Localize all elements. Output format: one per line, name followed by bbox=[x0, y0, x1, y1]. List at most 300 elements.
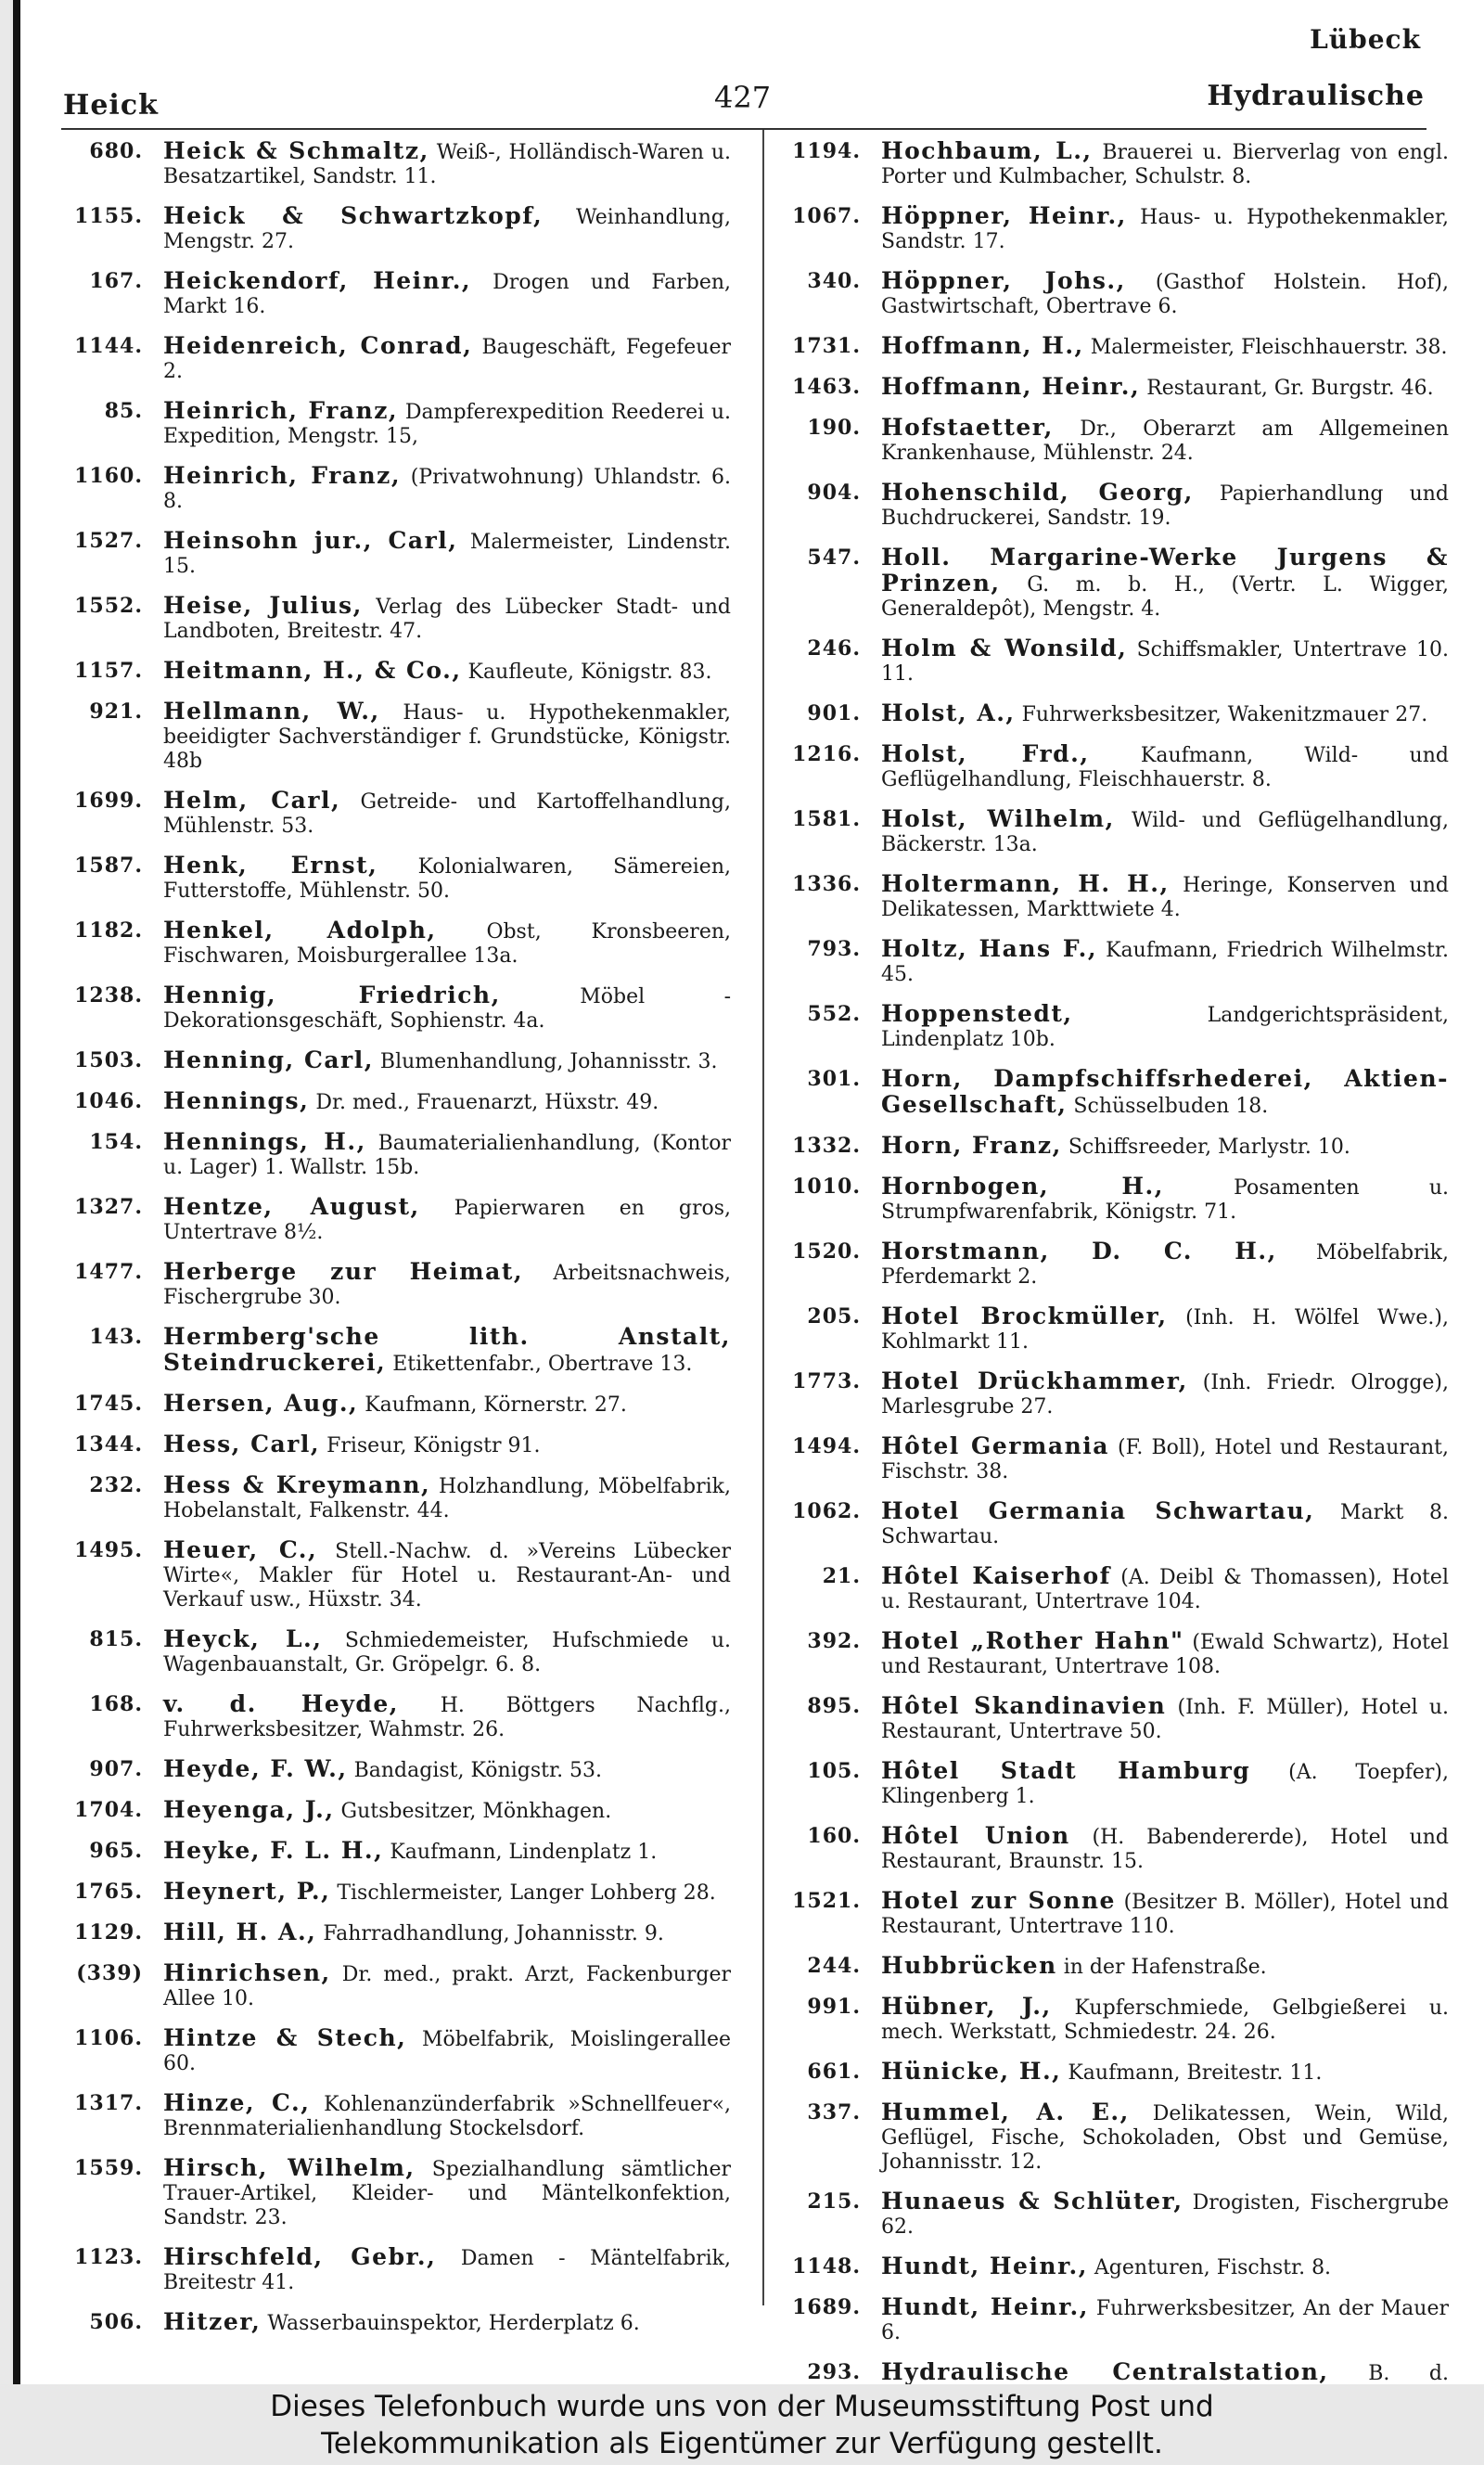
entry-name: Hess, Carl, bbox=[163, 1431, 321, 1457]
entry-description: H. Böttgers Nachflg., Fuhrwerksbesitzer, Wahmstr. 26. bbox=[163, 1694, 731, 1741]
directory-entry bbox=[54, 529, 731, 579]
entry-text bbox=[163, 334, 731, 384]
directory-entry bbox=[772, 1239, 1449, 1290]
entry-text bbox=[881, 1499, 1449, 1549]
entry-description: G. m. b. H., (Vertr. L. Wigger, Generaldepôt), Mengstr. 4. bbox=[881, 573, 1449, 621]
entry-description: (A. Deibl & Thomassen), Hotel u. Restaurant, Untertrave 104. bbox=[881, 1566, 1449, 1613]
entry-name: Hohenschild, Georg, bbox=[881, 479, 1194, 506]
entry-text bbox=[163, 1538, 731, 1612]
directory-entry bbox=[54, 399, 731, 449]
entry-description: Verlag des Lübecker Stadt- und Landboten, Breitestr. 47. bbox=[163, 596, 731, 643]
entry-description: Spezialhandlung sämtlicher Trauer-Artikel, Kleider- und Mäntelkonfektion, Sandstr. 23. bbox=[163, 2158, 731, 2229]
directory-entry bbox=[772, 1304, 1449, 1354]
footer-line-1: Dieses Telefonbuch wurde uns von der Museumsstiftung Post und bbox=[270, 2390, 1214, 2423]
phone-number: 1144. bbox=[74, 334, 143, 358]
entry-text bbox=[881, 546, 1449, 622]
phone-number: 1336. bbox=[792, 872, 861, 896]
entry-text bbox=[881, 1629, 1449, 1679]
phone-number: 1559. bbox=[74, 2156, 143, 2180]
directory-entry bbox=[54, 1692, 731, 1742]
entry-text bbox=[881, 1694, 1449, 1744]
phone-number: 991. bbox=[807, 1995, 861, 2019]
entry-text bbox=[881, 1175, 1449, 1225]
entry-name: Hill, H. A., bbox=[163, 1919, 317, 1945]
entry-name: Hubbrücken bbox=[881, 1952, 1057, 1979]
directory-entry bbox=[772, 1369, 1449, 1419]
directory-entry bbox=[772, 1134, 1449, 1160]
directory-entry bbox=[772, 2100, 1449, 2175]
entry-name: Hundt, Heinr., bbox=[881, 2293, 1089, 2320]
entry-description: Drogen und Farben, Markt 16. bbox=[163, 271, 732, 318]
entry-description: Posamenten u. Strumpfwarenfabrik, Königstr. 71. bbox=[881, 1176, 1450, 1224]
entry-description: Holzhandlung, Möbelfabrik, Hobelanstalt, Falkenstr. 44. bbox=[163, 1475, 731, 1522]
entry-name: Hübner, J., bbox=[881, 1993, 1052, 2020]
entry-text bbox=[881, 1954, 1449, 1980]
entry-name: Hôtel Germania bbox=[881, 1432, 1109, 1459]
book-spine bbox=[13, 0, 20, 2384]
directory-entry bbox=[772, 872, 1449, 922]
phone-number: 1332. bbox=[792, 1134, 861, 1158]
directory-entry bbox=[772, 1067, 1449, 1119]
entry-description: Haus- u. Hypothekenmakler, beeidigter Sachverständiger f. Grundstücke, Königstr. 48b bbox=[163, 701, 732, 773]
directory-entry bbox=[54, 1627, 731, 1677]
entry-description: (Inh. F. Müller), Hotel u. Restaurant, Untertrave 50. bbox=[881, 1696, 1449, 1743]
directory-entry bbox=[772, 334, 1449, 360]
entry-text bbox=[163, 1130, 731, 1180]
entry-description: Schüsselbuden 18. bbox=[1073, 1095, 1269, 1118]
entry-text bbox=[881, 742, 1449, 792]
entry-name: Hinze, C., bbox=[163, 2089, 311, 2116]
phone-number: 1503. bbox=[74, 1048, 143, 1072]
entry-description: Baugeschäft, Fegefeuer 2. bbox=[163, 336, 731, 383]
directory-entry bbox=[772, 742, 1449, 792]
entry-name: Hornbogen, H., bbox=[881, 1173, 1164, 1200]
entry-description: Kaufleute, Königstr. 83. bbox=[467, 661, 712, 684]
entry-name: Hennig, Friedrich, bbox=[163, 982, 501, 1008]
phone-number: 1587. bbox=[74, 854, 143, 878]
phone-number: 301. bbox=[807, 1067, 861, 1091]
entry-description: Blumenhandlung, Johannisstr. 3. bbox=[379, 1050, 718, 1073]
phone-number: 154. bbox=[89, 1130, 143, 1154]
entry-text bbox=[163, 529, 731, 579]
directory-entry bbox=[772, 269, 1449, 319]
directory-entry bbox=[54, 1048, 731, 1074]
entry-description: Papierwaren en gros, Untertrave 8½. bbox=[163, 1197, 731, 1244]
directory-entry bbox=[772, 2295, 1449, 2345]
entry-text bbox=[163, 1757, 731, 1783]
entry-description: Tischlermeister, Langer Lohberg 28. bbox=[337, 1881, 716, 1905]
entry-text bbox=[163, 1432, 731, 1458]
entry-description: Damen - Mäntelfabrik, Breitestr 41. bbox=[163, 2247, 732, 2294]
entry-description: Kolonialwaren, Sämereien, Futterstoffe, Mühlenstr. 50. bbox=[163, 855, 731, 903]
directory-entry bbox=[54, 1798, 731, 1824]
directory-entry bbox=[54, 1325, 731, 1377]
entry-text bbox=[881, 416, 1449, 466]
footer-line-2: Telekommunikation als Eigentümer zur Verfügung gestellt. bbox=[321, 2427, 1163, 2460]
entry-text bbox=[881, 2295, 1449, 2345]
phone-number: 815. bbox=[89, 1627, 143, 1651]
footer-notice bbox=[0, 2384, 1484, 2465]
entry-description: Gutsbesitzer, Mönkhagen. bbox=[340, 1800, 612, 1823]
directory-entry bbox=[54, 269, 731, 319]
entry-description: Restaurant, Gr. Burgstr. 46. bbox=[1146, 377, 1434, 400]
entry-description: Bandagist, Königstr. 53. bbox=[353, 1759, 603, 1782]
entry-name: Hochbaum, L., bbox=[881, 137, 1093, 164]
phone-number: 337. bbox=[807, 2100, 861, 2125]
phone-number: 1765. bbox=[74, 1880, 143, 1904]
entry-description: Schiffsmakler, Untertrave 10. 11. bbox=[881, 638, 1449, 686]
entry-name: Horn, Dampfschiffsrhederei, Aktien-Gesellschaft, bbox=[881, 1065, 1449, 1118]
entry-name: Heyde, F. W., bbox=[163, 1755, 348, 1782]
phone-number: 895. bbox=[807, 1694, 861, 1718]
directory-entry bbox=[54, 1920, 731, 1946]
directory-entry bbox=[54, 594, 731, 644]
entry-text bbox=[163, 1839, 731, 1865]
entry-name: Hunaeus & Schlüter, bbox=[881, 2188, 1183, 2215]
phone-number: 904. bbox=[807, 481, 861, 505]
entry-text bbox=[163, 1880, 731, 1906]
entry-name: Hoffmann, Heinr., bbox=[881, 373, 1141, 400]
directory-entry bbox=[54, 789, 731, 839]
directory-entry bbox=[772, 2254, 1449, 2280]
entry-description: Kupferschmiede, Gelbgießerei u. mech. Werkstatt, Schmiedestr. 24. 26. bbox=[881, 1996, 1450, 2044]
directory-entry bbox=[54, 1880, 731, 1906]
phone-number: 215. bbox=[807, 2189, 861, 2214]
header-right-keyword: Hydraulische bbox=[1207, 80, 1425, 112]
phone-number: 143. bbox=[89, 1325, 143, 1349]
directory-entry bbox=[54, 2245, 731, 2295]
entry-name: Heick & Schwartzkopf, bbox=[163, 202, 544, 229]
entry-description: Landgerichtspräsident, Lindenplatz 10b. bbox=[881, 1004, 1449, 1051]
entry-description: (Inh. Friedr. Olrogge), Marlesgrube 27. bbox=[881, 1371, 1450, 1419]
phone-number: 1062. bbox=[792, 1499, 861, 1523]
entry-name: Hydraulische Centralstation, bbox=[881, 2358, 1329, 2384]
entry-name: Höppner, Heinr., bbox=[881, 202, 1127, 229]
phone-number: 907. bbox=[89, 1757, 143, 1781]
phone-number: 232. bbox=[89, 1473, 143, 1497]
entry-description: Weinhandlung, Mengstr. 27. bbox=[163, 206, 731, 253]
directory-entry bbox=[54, 1260, 731, 1310]
directory-entry bbox=[54, 2156, 731, 2230]
entry-name: Heyke, F. L. H., bbox=[163, 1837, 384, 1864]
directory-entry bbox=[54, 1089, 731, 1115]
entry-description: Kaufmann, Lindenplatz 1. bbox=[390, 1841, 658, 1864]
entry-name: Heise, Julius, bbox=[163, 592, 363, 619]
directory-entry bbox=[772, 1824, 1449, 1874]
entry-description: Heringe, Konserven und Delikatessen, Markttwiete 4. bbox=[881, 874, 1449, 921]
directory-entry bbox=[772, 1759, 1449, 1809]
entry-description: (A. Toepfer), Klingenberg 1. bbox=[881, 1761, 1449, 1808]
phone-number: 167. bbox=[89, 269, 143, 293]
entry-name: v. d. Heyde, bbox=[163, 1690, 399, 1717]
phone-number: 293. bbox=[807, 2360, 861, 2384]
entry-name: Hummel, A. E., bbox=[881, 2099, 1130, 2125]
phone-number: 85. bbox=[104, 399, 143, 423]
directory-entry bbox=[54, 854, 731, 904]
phone-number: 1494. bbox=[792, 1434, 861, 1458]
directory-entry bbox=[54, 334, 731, 384]
entry-description: Dr., Oberarzt am Allgemeinen Krankenhause, Mühlenstr. 24. bbox=[881, 417, 1449, 465]
entry-text bbox=[163, 1473, 731, 1523]
entry-text bbox=[881, 1239, 1449, 1290]
entry-text bbox=[163, 1048, 731, 1074]
entry-name: Holst, Wilhelm, bbox=[881, 805, 1115, 832]
entry-text bbox=[163, 1961, 731, 2011]
entry-description: Kaufmann, Breitestr. 11. bbox=[1068, 2061, 1323, 2085]
entry-description: (Ewald Schwartz), Hotel und Restaurant, Untertrave 108. bbox=[881, 1631, 1450, 1678]
entry-text bbox=[881, 1995, 1449, 2045]
entry-name: Hermberg'sche lith. Anstalt, Steindruckerei, bbox=[163, 1323, 731, 1376]
directory-entry bbox=[772, 636, 1449, 687]
entry-text bbox=[163, 983, 731, 1034]
entry-text bbox=[163, 1325, 731, 1377]
phone-number: 1477. bbox=[74, 1260, 143, 1284]
entry-text bbox=[881, 481, 1449, 531]
entry-name: Hintze & Stech, bbox=[163, 2024, 407, 2051]
entry-description: (Privatwohnung) Uhlandstr. 6. 8. bbox=[163, 466, 731, 513]
phone-number: 1157. bbox=[74, 659, 143, 683]
directory-entry bbox=[772, 1694, 1449, 1744]
entry-text bbox=[163, 1089, 731, 1115]
entry-name: Henk, Ernst, bbox=[163, 852, 378, 879]
entry-description: Papierhandlung und Buchdruckerei, Sandstr. 19. bbox=[881, 482, 1449, 530]
entry-text bbox=[881, 1759, 1449, 1809]
phone-number: 1010. bbox=[792, 1175, 861, 1199]
phone-number: 901. bbox=[807, 701, 861, 725]
entry-text bbox=[163, 789, 731, 839]
phone-number: 1527. bbox=[74, 529, 143, 553]
entry-text bbox=[881, 204, 1449, 254]
phone-number: 1194. bbox=[792, 139, 861, 163]
directory-entry bbox=[54, 918, 731, 969]
phone-number: 1581. bbox=[792, 807, 861, 831]
entry-description: Schiffsreeder, Marlystr. 10. bbox=[1068, 1136, 1350, 1159]
directory-entry bbox=[54, 204, 731, 254]
entry-description: Dampferexpedition Reederei u. Expedition, Mengstr. 15, bbox=[163, 401, 731, 448]
entry-text bbox=[881, 1369, 1449, 1419]
entry-description: Möbelfabrik, Moislingerallee 60. bbox=[163, 2028, 731, 2075]
phone-number: 506. bbox=[89, 2310, 143, 2334]
phone-number: 1160. bbox=[74, 464, 143, 488]
entry-name: Hünicke, H., bbox=[881, 2058, 1062, 2085]
entry-description: Wild- und Geflügelhandlung, Bäckerstr. 13a. bbox=[881, 809, 1449, 856]
phone-number: 190. bbox=[807, 416, 861, 440]
directory-entry bbox=[54, 464, 731, 514]
entry-text bbox=[163, 464, 731, 514]
phone-number: 1344. bbox=[74, 1432, 143, 1457]
entry-description: Friseur, Königstr 91. bbox=[326, 1434, 541, 1457]
entry-name: Heuer, C., bbox=[163, 1536, 318, 1563]
entry-name: Hundt, Heinr., bbox=[881, 2253, 1088, 2279]
entry-text bbox=[881, 1304, 1449, 1354]
entry-name: Holm & Wonsild, bbox=[881, 635, 1128, 661]
phone-number: 680. bbox=[89, 139, 143, 163]
entry-description: Fuhrwerksbesitzer, Wakenitzmauer 27. bbox=[1021, 703, 1428, 726]
directory-entry bbox=[54, 700, 731, 774]
directory-entry bbox=[54, 1538, 731, 1612]
entry-name: Hôtel Stadt Hamburg bbox=[881, 1757, 1251, 1784]
entry-description: Obst, Kronsbeeren, Fischwaren, Moisburgerallee 13a. bbox=[163, 920, 731, 968]
directory-entry bbox=[54, 1757, 731, 1783]
directory-entry bbox=[772, 2189, 1449, 2240]
entry-text bbox=[881, 1067, 1449, 1119]
entry-text bbox=[163, 2091, 731, 2141]
entry-text bbox=[881, 334, 1449, 360]
entry-description: Möbelfabrik, Pferdemarkt 2. bbox=[881, 1241, 1449, 1289]
entry-description: Dr. med., prakt. Arzt, Fackenburger Allee 10. bbox=[163, 1963, 731, 2010]
entry-text bbox=[881, 1824, 1449, 1874]
entry-name: Hotel Brockmüller, bbox=[881, 1303, 1168, 1329]
directory-entry bbox=[54, 1195, 731, 1245]
phone-number: 1238. bbox=[74, 983, 143, 1008]
right-column bbox=[772, 139, 1449, 2384]
entry-name: Holtz, Hans F., bbox=[881, 935, 1098, 962]
directory-entry bbox=[772, 1002, 1449, 1052]
phone-number: 244. bbox=[807, 1954, 861, 1978]
entry-name: Hotel zur Sonne bbox=[881, 1887, 1116, 1914]
entry-name: Holl. Margarine-Werke Jurgens & Prinzen, bbox=[881, 544, 1449, 597]
phone-number: 1520. bbox=[792, 1239, 861, 1264]
phone-number: 661. bbox=[807, 2060, 861, 2084]
entry-name: Helm, Carl, bbox=[163, 787, 341, 814]
phone-number: 552. bbox=[807, 1002, 861, 1026]
entry-text bbox=[163, 204, 731, 254]
entry-text bbox=[881, 937, 1449, 987]
entry-description: Haus- u. Hypothekenmakler, Sandstr. 17. bbox=[881, 206, 1449, 253]
header-rule bbox=[61, 128, 1426, 130]
directory-entry bbox=[772, 937, 1449, 987]
entry-name: Hersen, Aug., bbox=[163, 1390, 359, 1417]
entry-description: Arbeitsnachweis, Fischergrube 30. bbox=[163, 1262, 731, 1309]
entry-description: Kaufmann, Körnerstr. 27. bbox=[365, 1393, 627, 1417]
directory-entry bbox=[772, 2360, 1449, 2384]
entry-description: Baumaterialienhandlung, (Kontor u. Lager) 1. Wallstr. 15b. bbox=[163, 1132, 731, 1179]
directory-entry bbox=[772, 2060, 1449, 2086]
entry-name: Herberge zur Heimat, bbox=[163, 1258, 524, 1285]
phone-number: 1155. bbox=[74, 204, 143, 228]
entry-name: Hotel Germania Schwartau, bbox=[881, 1497, 1315, 1524]
phone-number: 340. bbox=[807, 269, 861, 293]
entry-name: Hennings, H., bbox=[163, 1128, 366, 1155]
directory-entry bbox=[54, 2091, 731, 2141]
entry-text bbox=[163, 2245, 731, 2295]
entry-name: Heick & Schmaltz, bbox=[163, 137, 429, 164]
entry-text bbox=[881, 2060, 1449, 2086]
entry-name: Heidenreich, Conrad, bbox=[163, 332, 473, 359]
directory-entry bbox=[772, 416, 1449, 466]
entry-name: Horstmann, D. C. H., bbox=[881, 1238, 1277, 1265]
entry-text bbox=[881, 807, 1449, 857]
entry-name: Hofstaetter, bbox=[881, 414, 1054, 441]
directory-entry bbox=[772, 139, 1449, 189]
entry-description: Malermeister, Fleischhauerstr. 38. bbox=[1090, 336, 1448, 359]
phone-number: 1495. bbox=[74, 1538, 143, 1562]
entry-description: Fuhrwerksbesitzer, An der Mauer 6. bbox=[881, 2297, 1449, 2344]
page-number: 427 bbox=[714, 80, 772, 115]
entry-text bbox=[881, 2360, 1449, 2384]
entry-text bbox=[163, 2156, 731, 2230]
phone-number: 1067. bbox=[792, 204, 861, 228]
entry-description: Möbel - Dekorationsgeschäft, Sophienstr. 4a. bbox=[163, 985, 732, 1033]
entry-name: Hotel Drückhammer, bbox=[881, 1367, 1188, 1394]
entry-name: Hinrichsen, bbox=[163, 1959, 331, 1986]
entry-text bbox=[881, 2254, 1449, 2280]
directory-entry bbox=[54, 1961, 731, 2011]
entry-text bbox=[163, 918, 731, 969]
entry-description: Stell.-Nachw. d. »Vereins Lübecker Wirte«, Makler für Hotel u. Restaurant-An- und Verkauf usw., Hüxstr. 34. bbox=[163, 1540, 731, 1611]
phone-number: 1216. bbox=[792, 742, 861, 766]
phone-number: 921. bbox=[89, 700, 143, 724]
entry-text bbox=[881, 139, 1449, 189]
entry-text bbox=[881, 1889, 1449, 1939]
entry-name: Hôtel Union bbox=[881, 1822, 1070, 1849]
entry-description: Etikettenfabr., Obertrave 13. bbox=[392, 1353, 693, 1376]
entry-description: Malermeister, Lindenstr. 15. bbox=[163, 531, 731, 578]
phone-number: 1123. bbox=[74, 2245, 143, 2269]
phone-number: (339) bbox=[76, 1961, 143, 1985]
entry-description: Agenturen, Fischstr. 8. bbox=[1094, 2256, 1332, 2279]
directory-entry bbox=[772, 1995, 1449, 2045]
directory-entry bbox=[772, 1889, 1449, 1939]
phone-number: 1182. bbox=[74, 918, 143, 943]
entry-text bbox=[881, 1002, 1449, 1052]
entry-name: Hôtel Skandinavien bbox=[881, 1692, 1167, 1719]
entry-description: Dr. med., Frauenarzt, Hüxstr. 49. bbox=[315, 1091, 659, 1114]
entry-text bbox=[163, 139, 731, 189]
entry-description: in der Hafenstraße. bbox=[1063, 1956, 1267, 1979]
directory-entry bbox=[54, 1130, 731, 1180]
entry-name: Heinsohn jur., Carl, bbox=[163, 527, 458, 554]
phone-number: 1046. bbox=[74, 1089, 143, 1113]
phone-number: 21. bbox=[822, 1564, 861, 1588]
phone-number: 793. bbox=[807, 937, 861, 961]
entry-description: (Besitzer B. Möller), Hotel und Restaurant, Untertrave 110. bbox=[881, 1891, 1449, 1938]
entry-name: Heinrich, Franz, bbox=[163, 397, 399, 424]
entry-text bbox=[881, 2189, 1449, 2240]
entry-description: Getreide- und Kartoffelhandlung, Mühlenstr. 53. bbox=[163, 790, 732, 838]
entry-text bbox=[163, 594, 731, 644]
header-city: Lübeck bbox=[1310, 24, 1421, 55]
phone-number: 1773. bbox=[792, 1369, 861, 1393]
phone-number: 246. bbox=[807, 636, 861, 661]
entry-name: Hirschfeld, Gebr., bbox=[163, 2243, 437, 2270]
entry-text bbox=[881, 375, 1449, 401]
directory-entry bbox=[54, 1432, 731, 1458]
entry-name: Holst, Frd., bbox=[881, 740, 1090, 767]
directory-entry bbox=[54, 1839, 731, 1865]
directory-entry bbox=[54, 659, 731, 685]
entry-text bbox=[881, 269, 1449, 319]
directory-entry bbox=[54, 2026, 731, 2076]
entry-description: Weiß-, Holländisch-Waren u. Besatzartikel, Sandstr. 11. bbox=[163, 141, 731, 188]
entry-text bbox=[163, 659, 731, 685]
directory-entry bbox=[54, 1392, 731, 1418]
phone-number: 965. bbox=[89, 1839, 143, 1863]
entry-text bbox=[163, 1627, 731, 1677]
phone-number: 1327. bbox=[74, 1195, 143, 1219]
directory-entry bbox=[772, 807, 1449, 857]
phone-number: 392. bbox=[807, 1629, 861, 1653]
directory-entry bbox=[54, 983, 731, 1034]
entry-description: Drogisten, Fischergrube 62. bbox=[881, 2191, 1449, 2239]
entry-name: Holtermann, H. H., bbox=[881, 870, 1170, 897]
entry-name: Heyck, L., bbox=[163, 1625, 323, 1652]
entry-name: Höppner, Johs., bbox=[881, 267, 1126, 294]
directory-entry bbox=[772, 1434, 1449, 1484]
entry-name: Hoffmann, H., bbox=[881, 332, 1084, 359]
entry-description: Schmiedemeister, Hufschmiede u. Wagenbauanstalt, Gr. Gröpelgr. 6. 8. bbox=[163, 1629, 731, 1676]
phone-number: 1689. bbox=[792, 2295, 861, 2319]
